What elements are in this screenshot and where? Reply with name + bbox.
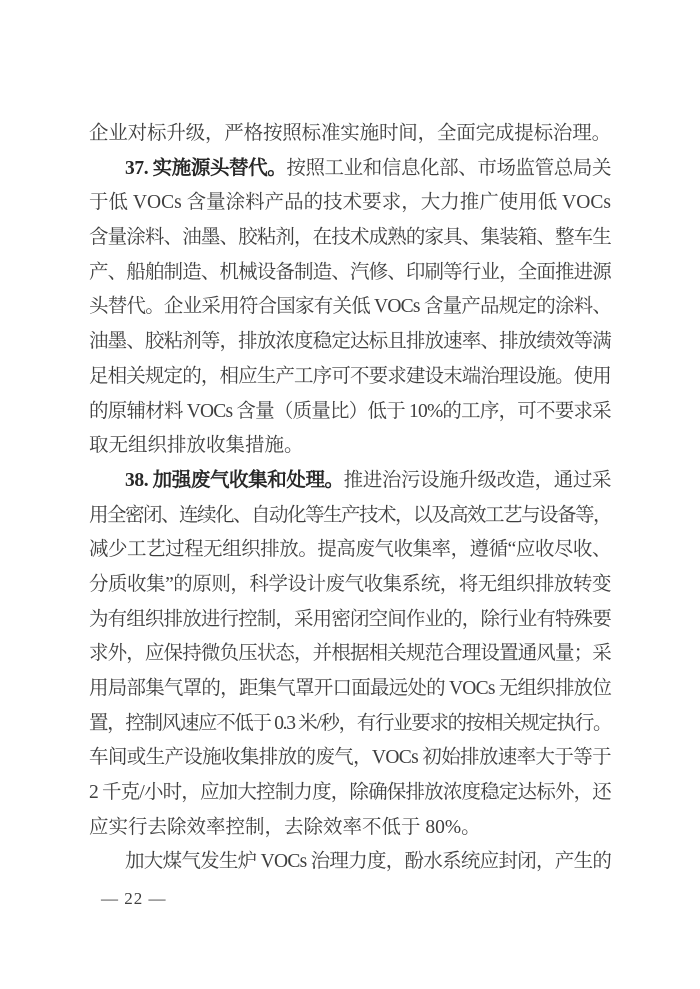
text-segment: 用全密闭、连续化、自动化等生产技术，以及高效工艺与设备等， [89,504,612,526]
text-line [89,256,611,291]
text-segment: 含量涂料、油墨、胶粘剂，在技术成熟的家具、集装箱、整车生 [89,227,611,249]
text-line [89,464,611,499]
text-line-content [89,117,611,152]
text-segment: 推进治污设施升级改造，通过采 [343,469,612,491]
text-segment: 减少工艺过程无组织排放。提高废气收集率，遵循“应收尽收、 [89,539,611,561]
text-segment: 加大煤气发生炉 VOCs 治理力度，酚水系统应封闭，产生的 [125,851,612,873]
text-line [89,117,611,152]
text-line-content [89,707,611,742]
text-segment: 于低 VOCs 含量涂料产品的技术要求，大力推广使用低 VOCs [89,192,611,214]
text-line-content [89,811,481,846]
text-line [89,533,611,568]
text-line [89,186,611,221]
document-body [89,117,611,880]
text-segment: 求外，应保持微负压状态，并根据相关规范合理设置通风量；采 [89,643,611,665]
text-segment: 头替代。企业采用符合国家有关低 VOCs 含量产品规定的涂料、 [89,296,612,318]
text-line-content [89,533,611,568]
section-heading: 37. 实施源头替代。 [125,157,287,179]
text-line-content [89,499,611,534]
text-line [89,429,611,464]
text-line [89,603,611,638]
text-line-content [89,360,611,395]
text-line-content [89,221,611,256]
text-line [89,741,611,776]
text-line [89,499,611,534]
text-line-content [89,256,611,291]
text-segment: 用局部集气罩的，距集气罩开口面最远处的 VOCs 无组织排放位 [89,678,612,699]
text-segment: 应实行去除效率控制，去除效率不低于 80%。 [89,816,481,838]
section-heading: 38. 加强废气收集和处理。 [125,469,344,491]
text-segment: 为有组织排放进行控制，采用密闭空间作业的，除行业有特殊要 [89,608,611,630]
text-line-content [125,464,611,499]
text-segment: 分质收集”的原则，科学设计废气收集系统，将无组织排放转变 [89,573,611,595]
text-segment: 车间或生产设施收集排放的废气，VOCs 初始排放速率大于等于 [89,747,611,769]
text-line [89,360,611,395]
text-line [89,152,611,187]
text-segment: 足相关规定的，相应生产工序可不要求建设末端治理设施。使用 [89,365,611,387]
text-segment: 按照工业和信息化部、市场监管总局关 [286,157,612,179]
text-line-content [89,672,611,707]
text-line-content [125,845,611,880]
text-line-content [89,568,611,603]
text-line [89,776,611,811]
text-segment: 的原辅材料 VOCs 含量（质量比）低于 10%的工序，可不要求采 [89,400,611,422]
text-line [89,290,611,325]
text-line-content [89,776,611,811]
text-line [89,325,611,360]
text-line-content [89,429,304,464]
text-line-content [89,325,611,360]
text-line-content [89,395,611,430]
text-line [89,672,611,707]
text-segment: 油墨、胶粘剂等，排放浓度稳定达标且排放速率、排放绩效等满 [89,331,611,353]
text-line [89,707,611,742]
text-line-content [125,152,611,187]
text-line [89,637,611,672]
text-line-content [89,603,611,638]
text-line [89,221,611,256]
text-segment: 取无组织排放收集措施。 [89,435,304,457]
text-line [89,568,611,603]
text-segment: 置，控制风速应不低于 0.3 米/秒，有行业要求的按相关规定执行。 [89,712,612,734]
text-segment: 企业对标升级，严格按照标准实施时间，全面完成提标治理。 [89,123,611,144]
text-line-content [89,290,611,325]
page-number: — 22 — [101,889,167,908]
text-line-content [89,186,611,221]
text-segment: 2 千克/小时，应加大控制力度，除确保排放浓度稳定达标外，还 [89,782,611,804]
text-segment: 产、船舶制造、机械设备制造、汽修、印刷等行业，全面推进源 [89,261,611,283]
text-line [89,845,611,880]
text-line [89,395,611,430]
text-line-content [89,637,611,672]
text-line-content [89,741,611,776]
text-line [89,811,611,846]
